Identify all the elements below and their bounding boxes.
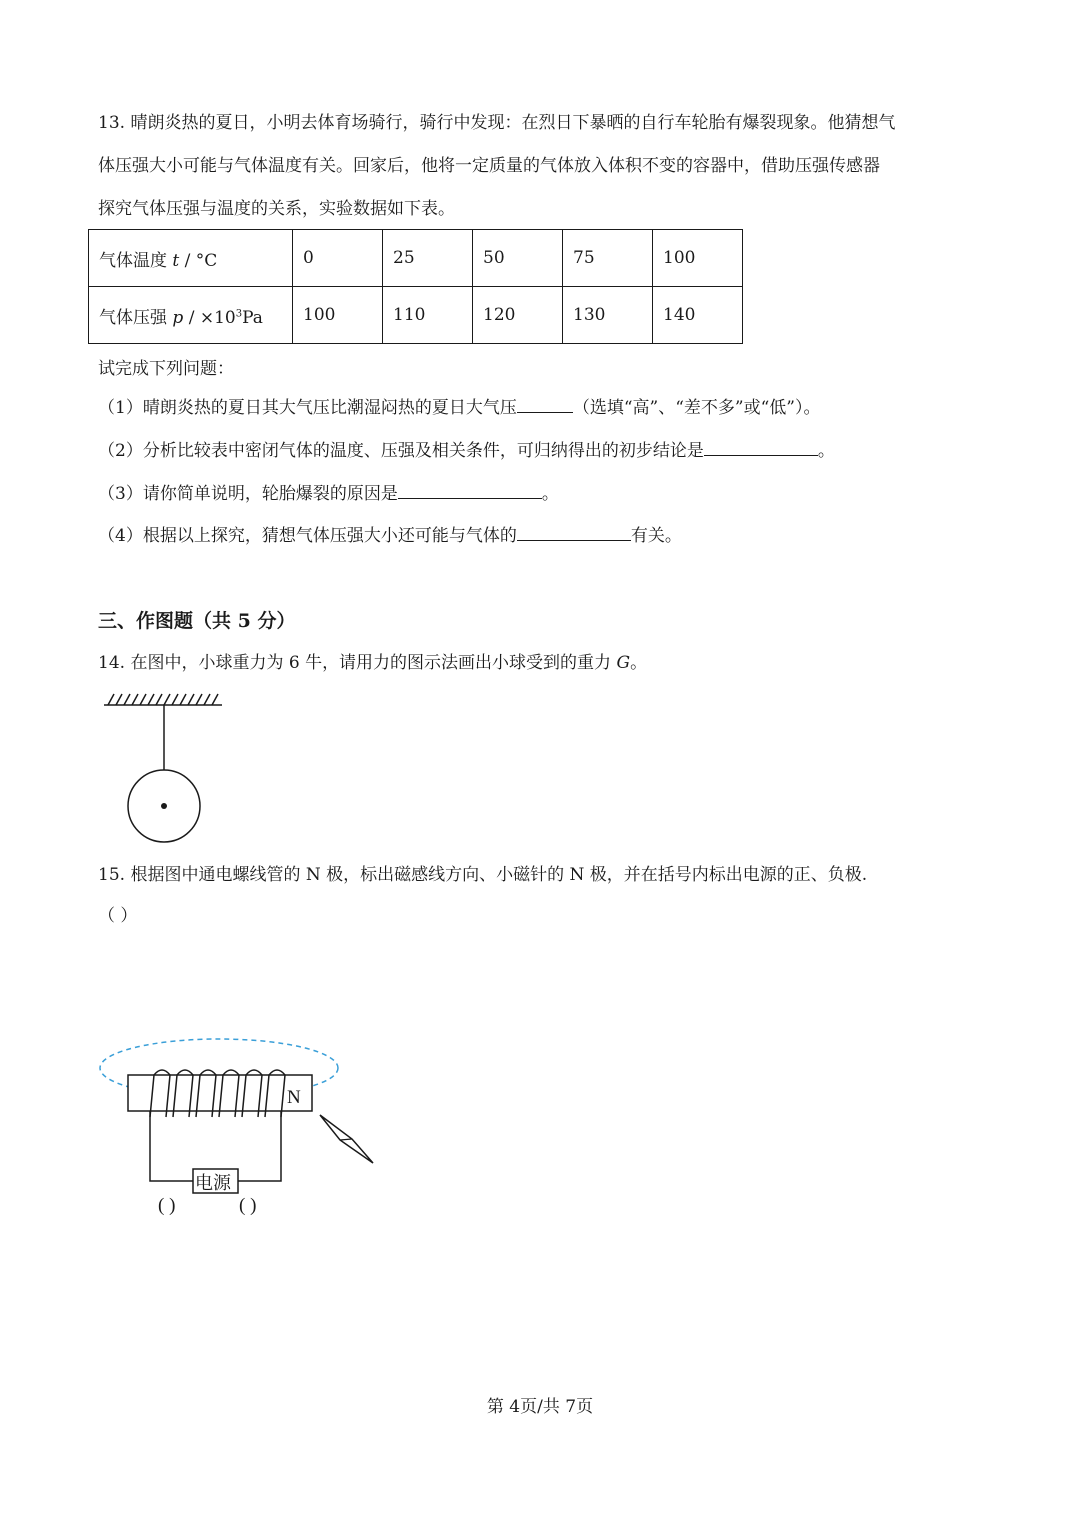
table-row xyxy=(89,287,743,344)
section-title: 三、作图题（共 5 分） xyxy=(98,610,296,632)
table-cell: 120 xyxy=(473,287,563,344)
answer-blank-4[interactable] xyxy=(517,522,631,541)
table-cell: 140 xyxy=(653,287,743,344)
pole-label: N xyxy=(287,1087,301,1108)
ceiling-hatch xyxy=(104,694,222,705)
q15-text: 15. 根据图中通电螺线管的 N 极，标出磁感线方向、小磁针的 N 极，并在括号内标出电源的正、负极. xyxy=(98,865,868,885)
table-cell: 50 xyxy=(473,230,563,287)
table-row-label: 气体压强 $p / \times 10^3Pa$ xyxy=(89,287,293,344)
table-cell: 25 xyxy=(383,230,473,287)
table-cell: 110 xyxy=(383,287,473,344)
answer-blank-2[interactable] xyxy=(704,437,818,456)
q15-paren: （ ） xyxy=(98,906,138,926)
pendulum-figure xyxy=(96,690,236,850)
q13-line-3: 探究气体压强与温度的关系，实验数据如下表。 xyxy=(98,199,455,219)
solenoid-figure xyxy=(90,1025,390,1225)
table-row xyxy=(89,230,743,287)
q13-sub2: （2）分析比较表中密闭气体的温度、压强及相关条件，可归纳得出的初步结论是 。 xyxy=(98,430,835,473)
ball-center-dot xyxy=(161,803,167,809)
table-row-label: 气体温度 t / °C xyxy=(89,230,293,287)
power-source-label: 电源 xyxy=(195,1173,231,1194)
table-cell: 0 xyxy=(293,230,383,287)
table-cell: 100 xyxy=(653,230,743,287)
q13-data-table xyxy=(88,229,743,344)
answer-blank-1[interactable] xyxy=(517,394,573,413)
negative-positive-paren-right[interactable]: ( ) xyxy=(239,1195,257,1216)
q13-line-1: 13. 晴朗炎热的夏日，小明去体育场骑行，骑行中发现：在烈日下暴晒的自行车轮胎有爆裂现象。他猜想气 xyxy=(98,113,896,133)
table-cell: 100 xyxy=(293,287,383,344)
q13-sub1: （1）晴朗炎热的夏日其大气压比潮湿闷热的夏日大气压 （选填“高”、“差不多”或“低”）。 xyxy=(98,387,820,430)
q13-sub3: （3）请你简单说明，轮胎爆裂的原因是 。 xyxy=(98,473,559,516)
q13-prompt: 试完成下列问题： xyxy=(98,359,234,379)
page-number: 第 4页/共 7页 xyxy=(486,1397,594,1417)
q13-line-2: 体压强大小可能与气体温度有关。回家后，他将一定质量的气体放入体积不变的容器中，借助压强传感器 xyxy=(98,156,880,176)
q13-sub4: （4）根据以上探究，猜想气体压强大小还可能与气体的 有关。 xyxy=(98,515,682,558)
q14-text: 14. 在图中，小球重力为 6 牛，请用力的图示法画出小球受到的重力 G。 xyxy=(98,653,648,673)
answer-blank-3[interactable] xyxy=(398,480,542,499)
table-cell: 130 xyxy=(563,287,653,344)
table-cell: 75 xyxy=(563,230,653,287)
negative-positive-paren-left[interactable]: ( ) xyxy=(158,1195,176,1216)
